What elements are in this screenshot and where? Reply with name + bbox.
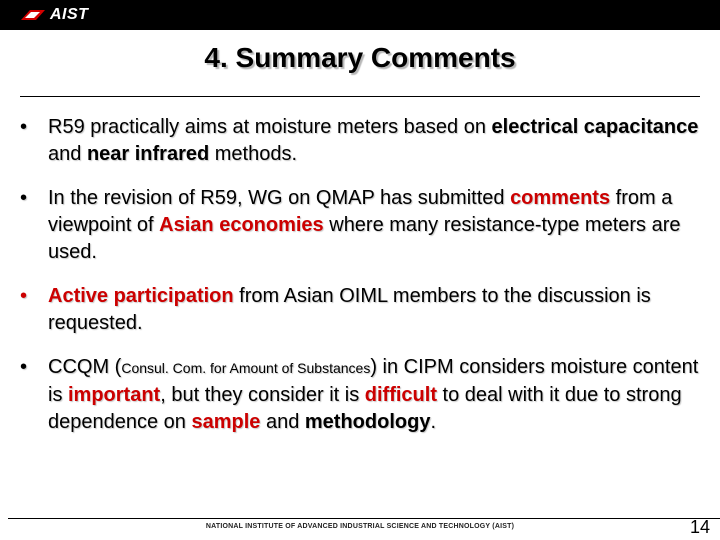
bullet-text-segment: R59 practically aims at moisture meters based on (48, 116, 492, 138)
bullet-text-segment: difficult (364, 384, 437, 406)
bullet-text-segment: to deal with it due to strong dependence on (48, 384, 682, 433)
header-bar (0, 0, 720, 30)
bullet-text-segment: comments (510, 187, 611, 209)
aist-logo (20, 6, 88, 24)
bullet-text-segment: CCQM ( (48, 356, 122, 378)
bullet-dot-icon: • (20, 356, 28, 378)
bullet-text-segment: sample (191, 411, 261, 433)
bullet-text-segment: where many resistance-type meters are used. (48, 214, 681, 263)
bullet-text-segment: In the revision of R59, WG on QMAP has submitted (48, 187, 511, 209)
bullet-text-segment: Active participation (48, 285, 234, 307)
bullet-text-segment: from a viewpoint of (48, 187, 673, 236)
bullet-text-segment: near infrared (86, 143, 210, 165)
bullet-text-segment: methodology (304, 411, 431, 433)
bullet-list (20, 114, 700, 453)
bullet-text-segment: Asian economies (159, 214, 324, 236)
bullet-text-segment: and (48, 143, 87, 165)
bullet-item (20, 354, 700, 436)
footer-org-name: NATIONAL INSTITUTE OF ADVANCED INDUSTRIAL SCIENCE AND TECHNOLOGY (AIST) (205, 523, 515, 530)
bullet-dot-icon: • (20, 285, 28, 307)
bullet-text-segment: important (68, 384, 161, 406)
bullet-text-segment: ) in CIPM considers moisture content is (48, 356, 699, 406)
aist-logo-mark-icon (20, 8, 46, 22)
bullet-dot-icon: • (20, 116, 28, 138)
bullet-text-segment: from Asian OIML members to the discussion is requested. (48, 285, 651, 334)
page-number: 14 (689, 517, 710, 537)
bullet-text-segment: electrical capacitance (491, 116, 699, 138)
bullet-item (20, 283, 700, 337)
bullet-text-segment: Consul. Com. for Amount of Substances (121, 360, 371, 376)
bullet-text-segment: , but they consider it is (160, 384, 365, 406)
slide-title: 4. Summary Comments (204, 42, 516, 73)
bullet-text-segment: methods. (209, 143, 298, 165)
bullet-item (20, 114, 700, 168)
footer-divider (8, 518, 720, 519)
bullet-text-segment: and (260, 411, 305, 433)
bullet-item (20, 185, 700, 266)
bullet-dot-icon: • (20, 187, 28, 209)
bullet-text-segment: . (430, 411, 436, 433)
logo-text: AIST (50, 6, 89, 23)
title-divider (20, 96, 700, 97)
